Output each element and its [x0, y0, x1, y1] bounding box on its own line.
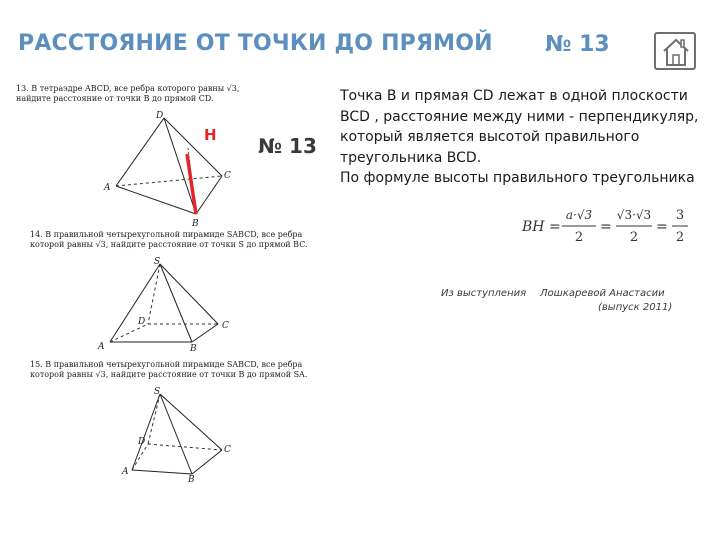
credit-year: (выпуск 2011): [598, 302, 673, 313]
vertex-b-label: B: [190, 344, 197, 352]
explanation-line: который является высотой правильного: [340, 129, 640, 145]
explanation-line: По формуле высоты правильного треугольника: [340, 170, 695, 186]
vertex-d-label: D: [138, 317, 146, 327]
problem-15-text: 15. В правильной четырехугольной пирамиде SABCD, все ребра которой равны √3, найдите расстояние от точки B до прямой SA.: [30, 360, 308, 379]
vertex-b-label: B: [188, 475, 195, 482]
height-formula: [520, 204, 700, 248]
vertex-a-label: A: [104, 183, 111, 193]
vertex-c-label: C: [224, 171, 231, 181]
problem-number: № 13: [545, 32, 610, 57]
home-button[interactable]: [654, 32, 696, 70]
formula-eq2: =: [656, 219, 668, 235]
vertex-a-label: A: [122, 467, 129, 477]
explanation-line: BCD , расстояние между ними - перпендикуляр,: [340, 108, 699, 125]
credit-from: Из выступления: [441, 288, 527, 299]
vertex-a-label: A: [98, 342, 105, 352]
problem-number-mid: № 13: [258, 134, 317, 158]
formula-num3: 3: [675, 208, 685, 223]
pyramid-14-diagram: [96, 254, 246, 352]
vertex-s-label: S: [154, 387, 161, 397]
formula-den2: 2: [629, 230, 639, 245]
vertex-d-label: D: [138, 437, 146, 447]
problem-14-text: 14. В правильной четырехугольной пирамиде SABCD, все ребра которой равны √3, найдите расстояние от точки S до прямой BC.: [30, 230, 308, 249]
tetrahedron-diagram: [96, 108, 246, 232]
home-icon: [662, 37, 690, 67]
vertex-d-label: D: [156, 111, 164, 121]
vertex-c-label: C: [222, 321, 229, 331]
point-h-label: H: [204, 126, 217, 144]
pyramid-15-diagram: [96, 386, 246, 482]
formula-lhs: BH =: [522, 219, 561, 235]
formula-den3: 2: [675, 230, 685, 245]
slide-title: РАССТОЯНИЕ ОТ ТОЧКИ ДО ПРЯМОЙ: [18, 31, 493, 56]
explanation-line: треугольника BCD.: [340, 149, 482, 166]
vertex-b-label: B: [192, 219, 199, 229]
formula-num1: a·√3: [565, 208, 593, 222]
vertex-s-label: S: [154, 257, 161, 267]
credit-author: Лошкаревой Анастасии: [540, 288, 665, 299]
formula-eq1: =: [600, 219, 612, 235]
formula-den1: 2: [574, 230, 584, 245]
problem-13-text: 13. В тетраэдре ABCD, все ребра которого равны √3, найдите расстояние от точки B до прямой CD.: [16, 84, 240, 103]
vertex-c-label: C: [224, 445, 231, 455]
explanation-text: [340, 86, 712, 189]
explanation-line: Точка В и прямая CD лежат в одной плоскости: [340, 88, 688, 104]
formula-num2: √3·√3: [616, 208, 652, 222]
